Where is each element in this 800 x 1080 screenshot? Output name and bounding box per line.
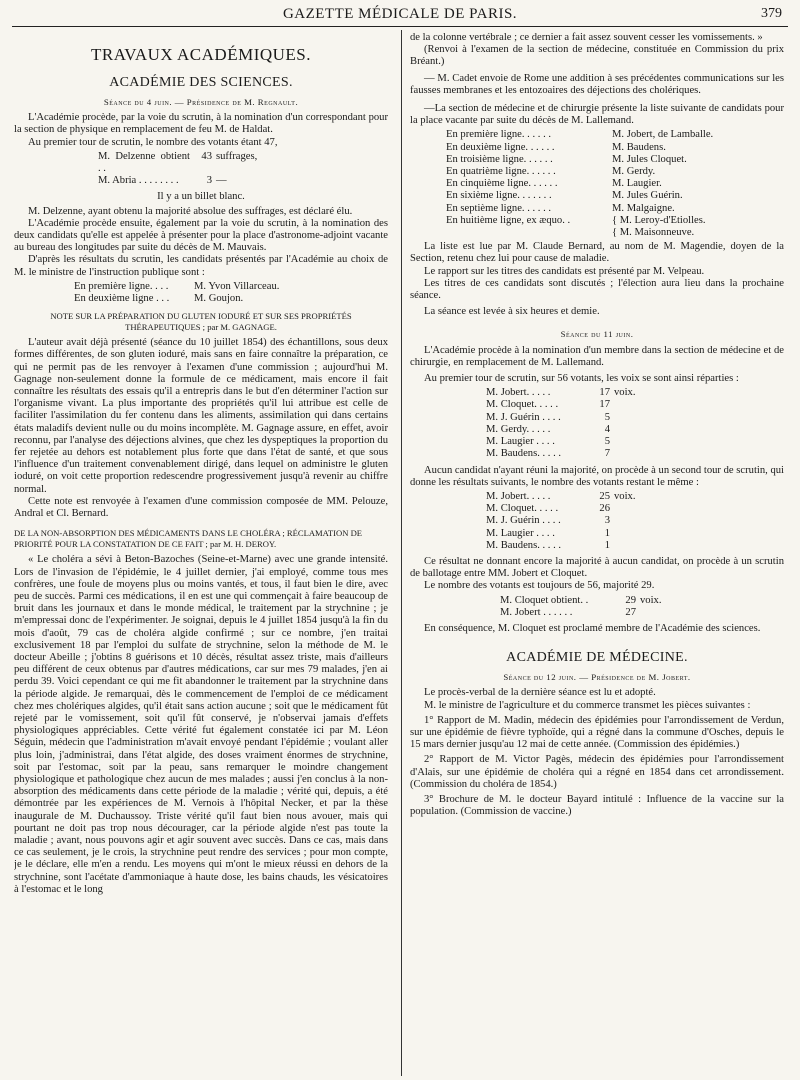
rank-row bbox=[446, 166, 784, 178]
vote-count: 5 bbox=[604, 436, 610, 448]
candidate-name: M. Yvon Villarceau. bbox=[194, 280, 280, 292]
vote-name: M. Baudens. . . . . bbox=[486, 539, 562, 551]
vote-count: 26 bbox=[599, 503, 610, 515]
vote-row bbox=[500, 595, 784, 607]
paragraph: L'Académie procède à la nomination d'un membre dans la section de médecine et de chirurgie, en remplacement de M. Lallemand. bbox=[410, 344, 784, 368]
section-title: TRAVAUX ACADÉMIQUES. bbox=[90, 45, 311, 64]
session-heading: Séance du 11 juin. bbox=[560, 329, 634, 340]
vote-list bbox=[98, 151, 388, 188]
vote-list bbox=[486, 491, 784, 552]
paragraph: (Renvoi à l'examen de la section de médecine, constituée en Commission du prix Bréant.) bbox=[410, 44, 784, 68]
paragraph: M. Delzenne, ayant obtenu la majorité absolue des suffrages, est déclaré élu. bbox=[28, 205, 353, 217]
vote-name: M. J. Guérin . . . . bbox=[486, 515, 561, 527]
vote-row bbox=[486, 387, 784, 399]
vote-count: 29 bbox=[625, 594, 636, 606]
vote-count: 17 bbox=[599, 399, 610, 411]
vote-list bbox=[486, 387, 784, 460]
vote-count: 4 bbox=[604, 423, 610, 435]
vote-name: M. Cloquet. . . . . bbox=[486, 399, 559, 411]
vote-count: 3 bbox=[206, 175, 212, 187]
academy-sciences-title: ACADÉMIE DES SCIENCES. bbox=[109, 75, 293, 90]
rank-candidate: M. Jules Guérin. bbox=[612, 190, 683, 202]
vote-name: M. J. Guérin . . . . bbox=[486, 411, 561, 423]
vote-row bbox=[500, 607, 784, 619]
rank-candidate: M. Gerdy. bbox=[612, 166, 656, 178]
paragraph: En conséquence, M. Cloquet est proclamé membre de l'Académie des sciences. bbox=[424, 622, 761, 634]
candidate-list bbox=[74, 281, 388, 305]
rank-label: En cinquième ligne. . . . . . bbox=[446, 178, 558, 190]
vote-name: M. Jobert. . . . . bbox=[486, 490, 551, 502]
rank-label: En quatrième ligne. . . . . . bbox=[446, 166, 556, 178]
paragraph: L'Académie procède, par la voie du scrutin, à la nomination d'un correspondant pour la section de physique en remplacement de feu M. de Haldat. bbox=[14, 112, 388, 136]
vote-name: M. Baudens. . . . . bbox=[486, 448, 562, 460]
rank-row bbox=[446, 190, 784, 202]
rank-label: En deuxième ligne. . . . . . bbox=[446, 141, 555, 153]
vote-count: 27 bbox=[625, 606, 636, 618]
paragraph: Le nombre des votants est toujours de 56, majorité 29. bbox=[424, 580, 655, 592]
vote-row bbox=[486, 436, 784, 448]
vote-unit: — bbox=[216, 175, 227, 187]
academy-medicine-title: ACADÉMIE DE MÉDECINE. bbox=[506, 650, 688, 666]
paragraph: D'après les résultats du scrutin, les candidats présentés par l'Académie au choix de M. le ministre de l'instruction publique sont : bbox=[14, 254, 388, 278]
paragraph: 3° Brochure de M. le docteur Bayard intitulé : Influence de la vaccine sur la population. (Commission de vaccine.) bbox=[410, 793, 784, 818]
rank-row bbox=[446, 129, 784, 141]
candidate-rank: En première ligne. . . . bbox=[74, 280, 169, 292]
paragraph: Le procès-verbal de la dernière séance est lu et adopté. bbox=[424, 687, 656, 699]
paragraph: L'auteur avait déjà présenté (séance du 10 juillet 1854) des échantillons, sous deux formes différentes, de son gluten ioduré, mais sans en faire connaître la préparation, ce qui ne permit pas de les renvoyer à l'examen d'une commission ; aujourd'hui M. Gagnage non-seulement donne la formule de ce médicament, mais encore il fait connaître les résultats des essais qu'il a entrepris dans le but d'en déterminer l'action sur l'organisme vivant. La plus importante des propriétés qu'il lui attribue est celle de faciliter l'assimilation du fer contenu dans les aliments, assimilation qui dans certains états maladifs devient nulle ou du moins incomplète. M. Gagnage assure, en effet, avoir reconnu, par l'analyse des déjections alvines, que chez les dyspeptiques la proportion du fer rejetée au dehors est notablement plus forte que dans l'état de santé, et que sous l'influence d'un traitement convenablement dirigé, dans lequel on administre le gluten ioduré, on voit cette proportion redescendre progressivement jusqu'à revenir au chiffre normal. bbox=[14, 337, 388, 495]
rank-label bbox=[446, 227, 612, 239]
rank-row bbox=[446, 203, 784, 215]
rank-label: En première ligne. . . . . . bbox=[446, 129, 552, 141]
rank-row bbox=[446, 154, 784, 166]
vote-name: M. Cloquet. . . . . bbox=[486, 503, 559, 515]
rank-row bbox=[446, 142, 784, 154]
page-number: 379 bbox=[761, 6, 782, 21]
vote-name: M. Jobert . . . . . . bbox=[500, 606, 573, 618]
vote-unit: suffrages, bbox=[216, 150, 258, 162]
rank-label: En sixième ligne. . . . . . . bbox=[446, 190, 552, 202]
paragraph: Cette note est renvoyée à l'examen d'une commission composée de MM. Pelouze, Andral et Cl. Bernard. bbox=[14, 495, 388, 520]
rank-row bbox=[446, 227, 784, 239]
rank-label: En septième ligne. . . . . . bbox=[446, 202, 552, 214]
rank-label: En troisième ligne. . . . . . bbox=[446, 153, 553, 165]
rank-candidate: M. Jobert, de Lamballe. bbox=[612, 129, 714, 141]
paragraph: Ce résultat ne donnant encore la majorité à aucun candidat, on procède à un scrutin de ballotage entre MM. Jobert et Cloquet. bbox=[410, 555, 784, 580]
vote-row bbox=[486, 491, 784, 503]
vote-row bbox=[486, 515, 784, 527]
vote-count: 3 bbox=[604, 515, 610, 527]
rank-row bbox=[446, 215, 784, 227]
vote-list bbox=[500, 595, 784, 619]
paragraph: 1° Rapport de M. Madin, médecin des épidémies pour l'arrondissement de Verdun, sur une épidémie de fièvre typhoïde, qui a régné dans la commune d'Osches, depuis le 15 mars dernier jusqu'au 12 mai de cette année. (Commission des épidémies.) bbox=[410, 714, 784, 751]
rank-label: En huitième ligne, ex æquo. . bbox=[446, 214, 571, 226]
vote-count: 43 bbox=[201, 150, 212, 162]
rank-row bbox=[446, 178, 784, 190]
vote-row bbox=[486, 503, 784, 515]
rank-candidate: M. Laugier. bbox=[612, 178, 662, 190]
paragraph: —La section de médecine et de chirurgie présente la liste suivante de candidats pour la place vacante par suite du décès de M. Lallemand. bbox=[410, 103, 784, 127]
paragraph: Au premier tour de scrutin, le nombre des votants étant 47, bbox=[28, 136, 278, 148]
paragraph: « Le choléra a sévi à Beton-Bazoches (Seine-et-Marne) avec une grande intensité. Lors de l'invasion de l'épidémie, le 4 juillet dernier, j'ai employé, comme tous mes confrères, une foule de moyens plus ou moins vantés, et tous, il faut bien le dire, avec peu de succès. Parmi ces médications, il en est une qui commençait à faire beaucoup de bruit dans les journaux et dans le monde médical, le traitement par la strychnine ; je m'empressai donc de l'expérimenter. Je soignai, depuis le 4 juillet 1854 jusqu'à la fin du mois d'août, 79 cas de choléra algide confirmé ; sur ce nombre, j'en traitai exclusivement 18 par l'emploi du sulfate de strychnine, selon la méthode de M. le docteur Abeille ; j'obtins 8 guérisons et 10 décès, résultat assez triste, mais d'ailleurs peu différent de ceux obtenus par d'autres médications, car sur mes 79 malades, j'en ai perdu 39. Voici cependant ce qui me fit abandonner le traitement par la strychnine dans la période algide. Je remarquai, dès le commencement de l'emploi de ce médicament chez mes cholériques algides, qu'il était sans action aucune ; soit que le médicament fût rejeté par le vomissement, soit qu'il fût conservé, je n'observai jamais d'effets physiologiques appréciables. Cette vérité fut également constatée ici par M. Léon Séguin, médecin que l'administration m'avait envoyé pendant l'épidémie ; voulant aller plus loin, j'administrai, dans l'état algide, des doses vraiment énormes de strychnine, soit par l'estomac, soit par la peau, sans remarquer le moindre changement physiologique et pathologique chez aucun de mes malades ; aussi j'en conclus à la non-absorption des médicaments dans cette période de la maladie ; vérité qui, depuis, a été démontrée par les expériences de M. Vernois à l'hôpital Necker, et par la thèse inaugurale de M. Duchaussoy. Triste vérité qu'il faut bien nous avouer, mais qui pourtant ne doit pas trop nous décourager, car la période algide n'est pas toute la maladie ; avant, nous pouvons agir et agir souvent avec succès. Dans ce cas, mais dans ce cas seulement, je le crois, la strychnine peut rendre des services ; pour mon compte, je le déclare, elle m'en a rendu. Les moyens qui m'ont le mieux réussi en dehors de la strychnine, sont l'acétate d'ammoniaque à haute dose, les bains chauds, les vésicatoires à l'estomac et le long bbox=[14, 554, 388, 895]
rank-candidate: M. Jules Cloquet. bbox=[612, 153, 687, 165]
vote-count: 7 bbox=[604, 448, 610, 460]
running-title: GAZETTE MÉDICALE DE PARIS. bbox=[282, 6, 518, 22]
vote-count: 17 bbox=[599, 387, 610, 399]
right-column bbox=[410, 32, 784, 1076]
paragraph: Aucun candidat n'ayant réuni la majorité, on procède à un second tour de scrutin, qui donne les résultats suivants, le nombre des votants restant le même : bbox=[410, 464, 784, 488]
paragraph: de la colonne vertébrale ; ce dernier a fait assez souvent cesser les vomissements. » bbox=[410, 32, 763, 43]
vote-name: M. Laugier . . . . bbox=[486, 436, 555, 448]
session-heading: Séance du 12 juin. — Présidence de M. Jobert. bbox=[503, 672, 691, 683]
paragraph: — M. Cadet envoie de Rome une addition à ses précédentes communications sur les fausses membranes et les entozoaires des déjections des cholériques. bbox=[410, 72, 784, 96]
paragraph: 2° Rapport de M. Victor Pagès, médecin des épidémies pour l'arrondissement d'Alais, sur une épidémie de choléra qui a régné en 1854 dans cet arrondissement. (Commission du choléra de 1854.) bbox=[410, 754, 784, 790]
vote-name: M. Laugier . . . . bbox=[486, 527, 555, 539]
left-column bbox=[14, 32, 388, 1076]
vote-row bbox=[486, 448, 784, 460]
rank-candidate: { M. Maisonneuve. bbox=[612, 227, 695, 239]
column-divider bbox=[401, 30, 402, 1076]
rank-candidate: M. Baudens. bbox=[612, 141, 666, 153]
vote-name: M. Abria . . . . . . . . bbox=[98, 175, 179, 187]
vote-row bbox=[486, 399, 784, 411]
vote-unit: voix. bbox=[614, 490, 636, 502]
session-heading: Séance du 4 juin. — Présidence de M. Regnault. bbox=[103, 97, 299, 107]
vote-row bbox=[486, 540, 784, 552]
vote-row bbox=[98, 175, 388, 187]
vote-count: 1 bbox=[604, 539, 610, 551]
vote-row bbox=[98, 151, 388, 175]
vote-unit: voix. bbox=[614, 387, 636, 399]
vote-name: M. Delzenne obtient . . bbox=[98, 150, 190, 175]
candidate-rank-list bbox=[446, 129, 784, 239]
candidate-row bbox=[74, 293, 388, 305]
paragraph: La liste est lue par M. Claude Bernard, au nom de M. Magendie, doyen de la Section, retenu chez lui pour cause de maladie. bbox=[410, 241, 784, 265]
candidate-name: M. Goujon. bbox=[194, 293, 244, 305]
vote-row bbox=[486, 528, 784, 540]
rank-candidate: M. Malgaigne. bbox=[612, 202, 675, 214]
vote-name: M. Jobert. . . . . bbox=[486, 387, 551, 399]
vote-name: M. Cloquet obtient. . bbox=[500, 594, 589, 606]
vote-row bbox=[486, 424, 784, 436]
rank-candidate: { M. Leroy-d'Etiolles. bbox=[612, 214, 706, 226]
blank-ballot-note: Il y a un billet blanc. bbox=[157, 191, 245, 203]
candidate-row bbox=[74, 281, 388, 293]
note-title-cholera: DE LA NON-ABSORPTION DES MÉDICAMENTS DANS LE CHOLÉRA ; RÉCLAMATION DE PRIORITÉ POUR LA CONSTATATION DE CE FAIT ; par M. H. DEROY. bbox=[14, 528, 363, 550]
vote-count: 5 bbox=[604, 411, 610, 423]
page-header bbox=[12, 6, 788, 27]
vote-count: 1 bbox=[604, 527, 610, 539]
vote-row bbox=[486, 412, 784, 424]
paragraph: La séance est levée à six heures et demie. bbox=[424, 306, 600, 318]
vote-count: 25 bbox=[599, 490, 610, 502]
candidate-rank: En deuxième ligne . . . bbox=[74, 293, 170, 305]
paragraph: M. le ministre de l'agriculture et du commerce transmet les pièces suivantes : bbox=[424, 699, 751, 711]
vote-unit: voix. bbox=[640, 594, 662, 606]
paragraph: Les titres de ces candidats sont discutés ; l'élection aura lieu dans la prochaine séance. bbox=[410, 277, 784, 302]
paragraph: Le rapport sur les titres des candidats est présenté par M. Velpeau. bbox=[424, 265, 705, 277]
paragraph: Au premier tour de scrutin, sur 56 votants, les voix se sont ainsi réparties : bbox=[424, 373, 739, 385]
note-title-gluten: NOTE SUR LA PRÉPARATION DU GLUTEN IODURÉ ET SUR SES PROPRIÉTÉS THÉRAPEUTIQUES ; par M. GAGNAGE. bbox=[50, 311, 352, 333]
vote-name: M. Gerdy. . . . . bbox=[486, 423, 551, 435]
paragraph: L'Académie procède ensuite, également par la voie du scrutin, à la nomination des deux candidats qu'elle est appelée à présenter pour la place d'astronome-adjoint vacante au bureau des longitudes par suite du décès de M. Mauvais. bbox=[14, 217, 388, 254]
